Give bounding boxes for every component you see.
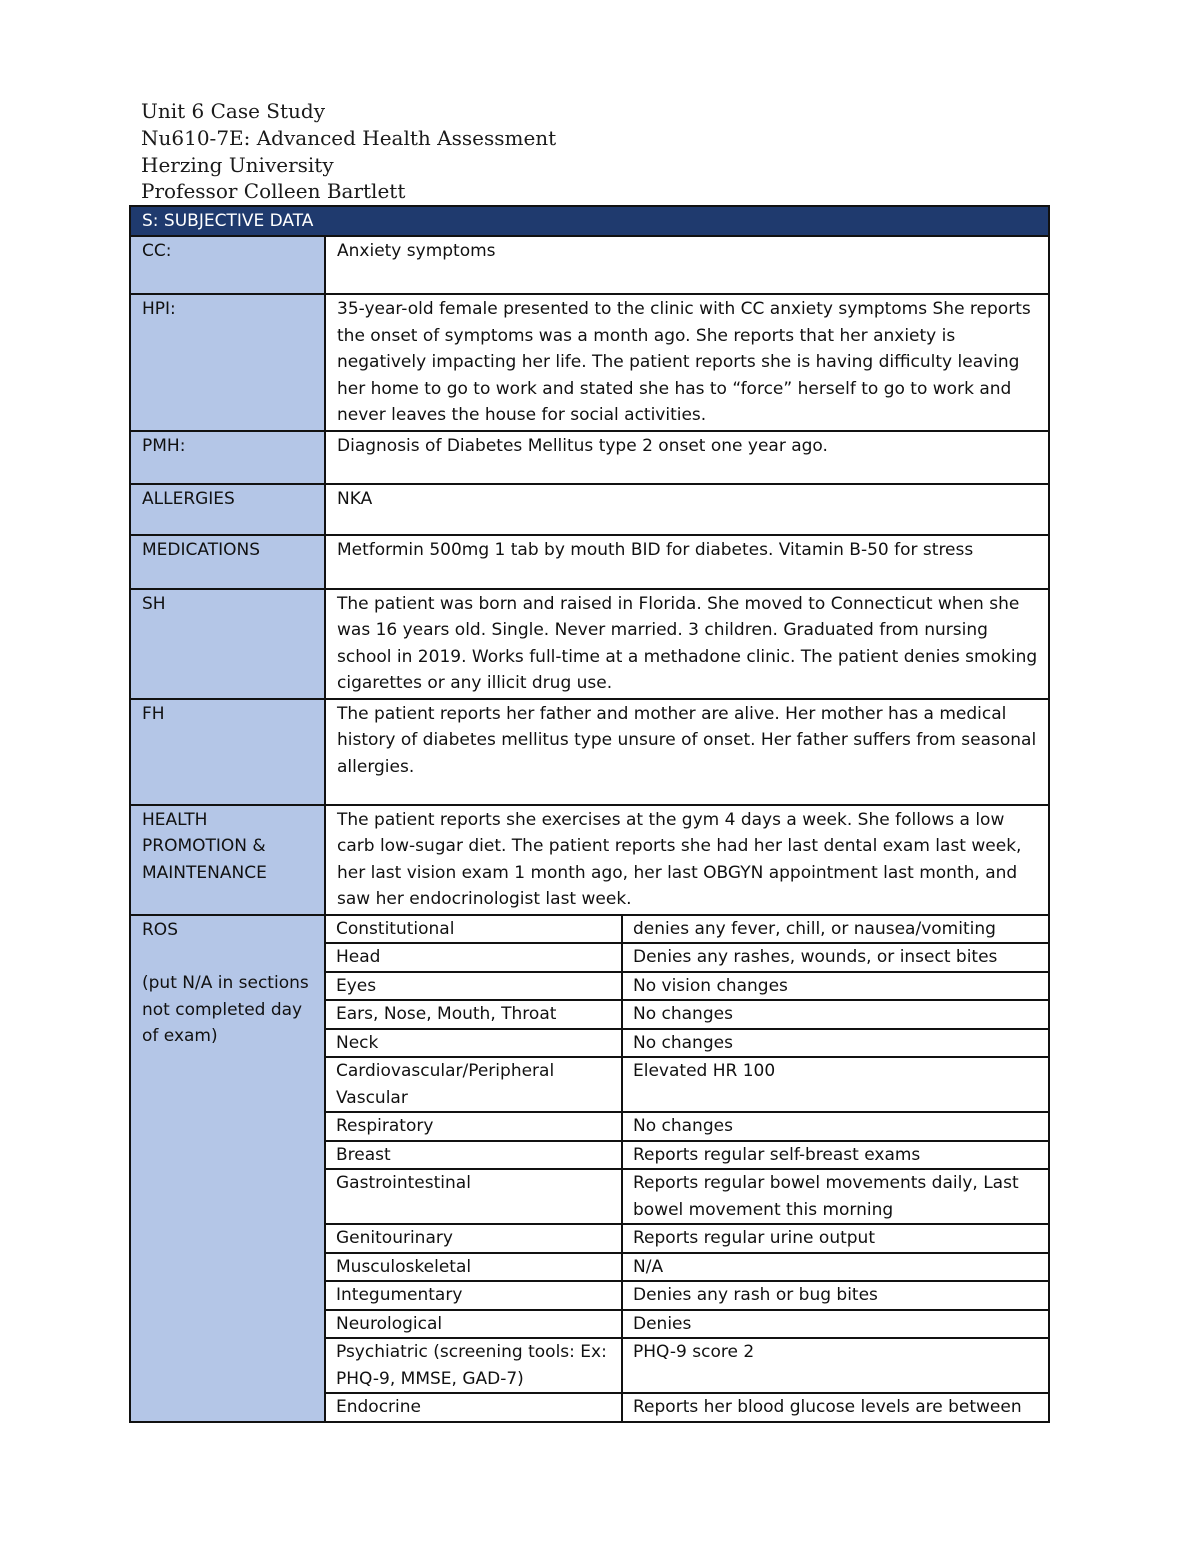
allergies-label: ALLERGIES [130,484,325,535]
fh-value: The patient reports her father and mother are alive. Her mother has a medical history of diabetes mellitus type unsure of onset. Her father suffers from seasonal allergies. [325,699,1049,805]
pmh-label: PMH: [130,431,325,484]
cc-value: Anxiety symptoms [325,236,1049,294]
ros-item-row [326,1029,1048,1058]
ros-item-row [326,1224,1048,1253]
ros-system: Constitutional [326,916,622,944]
sh-value: The patient was born and raised in Florida. She moved to Connecticut when she was 16 years old. Single. Never married. 3 children. Graduated from nursing school in 2019. Works full-time at a methadone clinic. The patient denies smoking cigarettes or any illicit drug use. [325,589,1049,699]
ros-system: Respiratory [326,1112,622,1141]
ros-item-row [326,972,1048,1001]
health-promotion-label: HEALTH PROMOTION & MAINTENANCE [130,805,325,915]
ros-finding: Denies any rash or bug bites [622,1281,1048,1310]
ros-finding: Reports regular bowel movements daily, Last bowel movement this morning [622,1169,1048,1224]
subjective-data-table [129,205,1050,1423]
health-promotion-value: The patient reports she exercises at the gym 4 days a week. She follows a low carb low-sugar diet. The patient reports she had her last dental exam last week, her last vision exam 1 month ago, her last OBGYN appointment last month, and saw her endocrinologist last week. [325,805,1049,915]
header-professor: Professor Colleen Bartlett [141,179,406,204]
ros-item-row [326,1169,1048,1224]
ros-item-row [326,1310,1048,1339]
ros-system: Integumentary [326,1281,622,1310]
ros-system: Eyes [326,972,622,1001]
ros-finding: No changes [622,1029,1048,1058]
ros-system: Genitourinary [326,1224,622,1253]
ros-item-row [326,1338,1048,1393]
ros-item-row [326,916,1048,944]
fh-label: FH [130,699,325,805]
ros-finding: Denies [622,1310,1048,1339]
ros-item-row [326,1057,1048,1112]
ros-table [326,916,1048,1421]
ros-system: Neck [326,1029,622,1058]
table-row [130,805,1049,915]
ros-finding: denies any fever, chill, or nausea/vomiting [622,916,1048,944]
hpi-value: 35-year-old female presented to the clinic with CC anxiety symptoms She reports the onset of symptoms was a month ago. She reports that her anxiety is negatively impacting her life. The patient reports she is having difficulty leaving her home to go to work and stated she has to “force” herself to go to work and never leaves the house for social activities. [325,294,1049,431]
table-row [130,294,1049,431]
ros-system: Neurological [326,1310,622,1339]
ros-item-row [326,1281,1048,1310]
table-row [130,535,1049,589]
ros-label-cell [130,915,325,1422]
ros-item-row [326,943,1048,972]
table-row [130,484,1049,535]
ros-item-row [326,1253,1048,1282]
ros-item-row [326,1393,1048,1421]
ros-finding: Reports her blood glucose levels are between [622,1393,1048,1421]
ros-item-row [326,1141,1048,1170]
ros-finding: N/A [622,1253,1048,1282]
ros-finding: PHQ-9 score 2 [622,1338,1048,1393]
ros-finding: No changes [622,1112,1048,1141]
ros-finding: Reports regular urine output [622,1224,1048,1253]
ros-system: Musculoskeletal [326,1253,622,1282]
ros-system: Head [326,943,622,972]
ros-note: (put N/A in sections not completed day of exam) [142,973,309,1046]
table-row [130,699,1049,805]
ros-item-row [326,1112,1048,1141]
medications-value: Metformin 500mg 1 tab by mouth BID for diabetes. Vitamin B-50 for stress [325,535,1049,589]
allergies-value: NKA [325,484,1049,535]
table-row [130,236,1049,294]
table-row [130,431,1049,484]
ros-finding: No vision changes [622,972,1048,1001]
cc-label: CC: [130,236,325,294]
header-title: Unit 6 Case Study [141,99,326,123]
ros-row [130,915,1049,1422]
ros-system: Psychiatric (screening tools: Ex: PHQ-9, MMSE, GAD-7) [326,1338,622,1393]
ros-system: Gastrointestinal [326,1169,622,1224]
ros-label: ROS [142,919,178,940]
ros-finding: Denies any rashes, wounds, or insect bites [622,943,1048,972]
ros-finding: Reports regular self-breast exams [622,1141,1048,1170]
header-course: Nu610-7E: Advanced Health Assessment [141,125,557,150]
section-header-row [130,206,1049,236]
ros-system: Cardiovascular/Peripheral Vascular [326,1057,622,1112]
document-header [141,98,556,205]
medications-label: MEDICATIONS [130,535,325,589]
section-title: S: SUBJECTIVE DATA [130,206,1049,236]
ros-item-row [326,1000,1048,1029]
ros-finding: Elevated HR 100 [622,1057,1048,1112]
ros-system: Breast [326,1141,622,1170]
ros-system: Endocrine [326,1393,622,1421]
pmh-value: Diagnosis of Diabetes Mellitus type 2 onset one year ago. [325,431,1049,484]
table-row [130,589,1049,699]
ros-system: Ears, Nose, Mouth, Throat [326,1000,622,1029]
hpi-label: HPI: [130,294,325,431]
ros-cell [325,915,1049,1422]
header-university: Herzing University [141,152,334,177]
sh-label: SH [130,589,325,699]
ros-finding: No changes [622,1000,1048,1029]
